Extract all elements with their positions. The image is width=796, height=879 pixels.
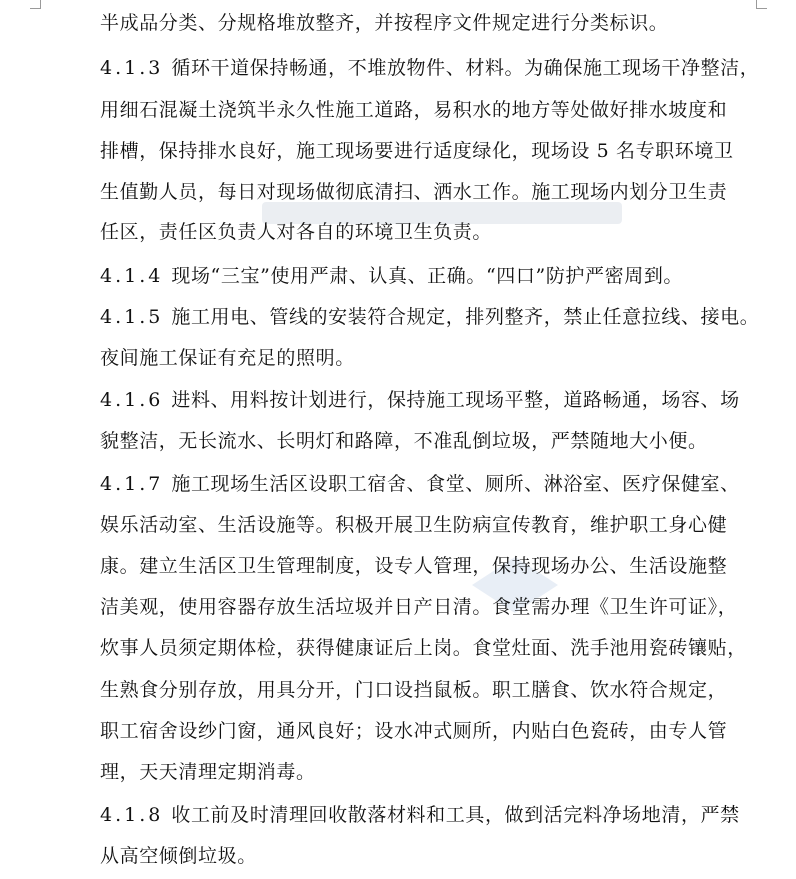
text-line [100, 220, 492, 244]
text-line [100, 98, 727, 122]
line-text: 用细石混凝土浇筑半永久性施工道路，易积水的地方等处做好排水坡度和 [100, 99, 728, 121]
text-line [100, 305, 759, 329]
line-text: 娱乐活动室、生活设施等。积极开展卫生防病宣传教育，维护职工身心健 [100, 514, 728, 536]
line-text: 职工宿舍设纱门窗，通风良好；设水冲式厕所，内贴白色瓷砖，由专人管 [100, 720, 728, 742]
text-line [100, 513, 727, 537]
section-number: 4.1.6 [100, 389, 164, 411]
line-text: 洁美观，使用容器存放生活垃圾并日产日清。食堂需办理《卫生许可证》， [100, 596, 738, 618]
text-line [100, 554, 727, 578]
text-line [100, 264, 683, 288]
text-line [100, 388, 740, 412]
line-text: 排槽，保持排水良好，施工现场要进行适度绿化，现场设 5 名专职环境卫 [100, 140, 734, 162]
line-text: 进料、用料按计划进行，保持施工现场平整，道路畅通，场容、场 [171, 389, 740, 411]
section-number: 4.1.4 [100, 265, 164, 287]
line-text: 现场“三宝”使用严肃、认真、正确。“四口”防护严密周到。 [171, 265, 684, 287]
margin-corner-mark [756, 0, 767, 9]
text-line [100, 803, 740, 827]
section-number: 4.1.5 [100, 306, 164, 328]
line-text: 生值勤人员，每日对现场做彻底清扫、洒水工作。施工现场内划分卫生责 [100, 181, 728, 203]
text-line [100, 11, 668, 35]
text-line [100, 56, 759, 80]
text-line [100, 346, 355, 370]
text-line [100, 472, 740, 496]
line-text: 康。建立生活区卫生管理制度，设专人管理，保持现场办公、生活设施整 [100, 555, 728, 577]
line-text: 循环干道保持畅通，不堆放物件、材料。为确保施工现场干净整洁， [171, 57, 760, 79]
line-text: 施工用电、管线的安装符合规定，排列整齐，禁止任意拉线、接电。 [171, 306, 760, 328]
line-text: 炊事人员须定期体检，获得健康证后上岗。食堂灶面、洗手池用瓷砖镶贴， [100, 637, 747, 659]
line-text: 半成品分类、分规格堆放整齐，并按程序文件规定进行分类标识。 [100, 12, 669, 34]
text-line [100, 719, 727, 743]
line-text: 夜间施工保证有充足的照明。 [100, 347, 355, 369]
line-text: 收工前及时清理回收散落材料和工具，做到活完料净场地清，严禁 [171, 804, 740, 826]
text-line [100, 760, 316, 784]
text-line [100, 595, 737, 619]
line-text: 生熟食分别存放，用具分开，门口设挡鼠板。职工膳食、饮水符合规定， [100, 679, 728, 701]
line-text: 貌整洁，无长流水、长明灯和路障，不准乱倒垃圾，严禁随地大小便。 [100, 430, 708, 452]
text-line [100, 636, 747, 660]
section-number: 4.1.3 [100, 57, 164, 79]
line-text: 施工现场生活区设职工宿舍、食堂、厕所、淋浴室、医疗保健室、 [171, 473, 740, 495]
text-line [100, 429, 708, 453]
line-text: 任区，责任区负责人对各自的环境卫生负责。 [100, 221, 493, 243]
line-text: 从高空倾倒垃圾。 [100, 845, 257, 867]
text-line [100, 139, 734, 163]
text-line [100, 678, 727, 702]
line-text: 理，天天清理定期消毒。 [100, 761, 316, 783]
section-number: 4.1.8 [100, 804, 164, 826]
margin-corner-mark [30, 0, 41, 9]
section-number: 4.1.7 [100, 473, 164, 495]
text-line [100, 180, 727, 204]
text-line [100, 844, 257, 868]
